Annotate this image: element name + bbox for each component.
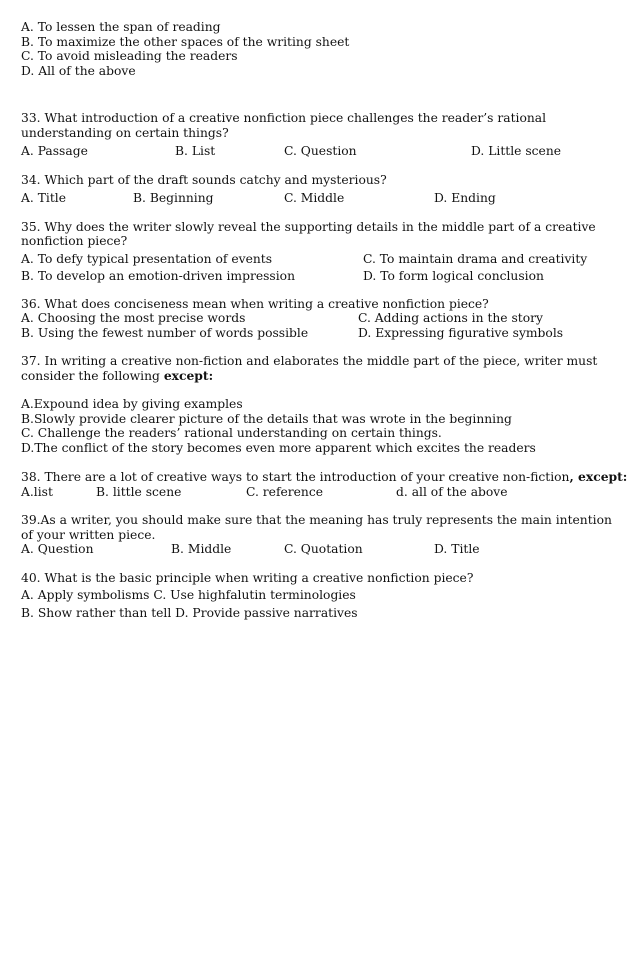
question-37 bbox=[21, 354, 621, 455]
q34-option-b: B. Beginning bbox=[133, 191, 214, 205]
q38-except-label: , except: bbox=[569, 469, 628, 484]
q36-options-row1 bbox=[21, 311, 621, 326]
q39-option-d: D. Title bbox=[434, 542, 480, 556]
q38-option-d: d. all of the above bbox=[396, 484, 508, 499]
q34-option-c: C. Middle bbox=[284, 191, 345, 205]
q39-option-a: A. Question bbox=[21, 542, 94, 556]
q36-option-c: C. Adding actions in the story bbox=[358, 311, 543, 325]
q32-options bbox=[21, 20, 621, 78]
q38-options bbox=[21, 485, 621, 500]
q37-options bbox=[21, 397, 621, 455]
question-38 bbox=[21, 469, 628, 499]
q39-stem-line2: of your written piece. bbox=[21, 527, 156, 542]
q38-stem: 38. There are a lot of creative ways to start the introduction of your creative non-fiction bbox=[21, 470, 570, 484]
question-33 bbox=[21, 111, 621, 159]
exam-page bbox=[21, 20, 628, 620]
q33-options bbox=[21, 144, 621, 159]
question-39 bbox=[21, 513, 621, 557]
q37-stem-text: consider the following bbox=[21, 368, 164, 383]
q36-options-row2 bbox=[21, 326, 621, 341]
q37-option-b: B.Slowly provide clearer picture of the details that was wrote in the beginning bbox=[21, 411, 512, 426]
q40-stem: 40. What is the basic principle when writing a creative nonfiction piece? bbox=[21, 570, 474, 585]
q36-stem: 36. What does conciseness mean when writing a creative nonfiction piece? bbox=[21, 296, 489, 311]
q33-option-c: C. Question bbox=[284, 144, 357, 158]
q32-option-c: C. To avoid misleading the readers bbox=[21, 49, 238, 63]
question-36 bbox=[21, 297, 621, 341]
q35-stem-line1: 35. Why does the writer slowly reveal the supporting details in the middle part of a creative bbox=[21, 219, 596, 234]
q38-option-a: A.list bbox=[21, 484, 53, 499]
q39-option-b: B. Middle bbox=[171, 542, 232, 556]
q37-except-label: except: bbox=[163, 367, 214, 383]
q35-options-row1 bbox=[21, 252, 621, 267]
q36-option-b: B. Using the fewest number of words possible bbox=[21, 325, 309, 340]
q36-option-d: D. Expressing figurative symbols bbox=[358, 325, 564, 340]
question-40 bbox=[21, 571, 621, 621]
q33-stem-line2: understanding on certain things? bbox=[21, 125, 229, 140]
q33-option-b: B. List bbox=[175, 144, 216, 158]
q35-option-c: C. To maintain drama and creativity bbox=[363, 251, 588, 266]
q34-options bbox=[21, 191, 621, 206]
q35-options-row2 bbox=[21, 269, 621, 284]
q33-option-d: D. Little scene bbox=[471, 144, 562, 158]
q35-option-a: A. To defy typical presentation of events bbox=[21, 251, 273, 266]
q37-option-d: D.The conflict of the story becomes even more apparent which excites the readers bbox=[21, 440, 536, 455]
question-34 bbox=[21, 173, 621, 206]
q35-option-d: D. To form logical conclusion bbox=[363, 269, 544, 283]
q35-option-b: B. To develop an emotion-driven impression bbox=[21, 269, 295, 283]
q33-option-a: A. Passage bbox=[21, 144, 88, 158]
q32-option-d: D. All of the above bbox=[21, 63, 136, 78]
q32-option-a: A. To lessen the span of reading bbox=[21, 20, 221, 34]
q40-options-line1: A. Apply symbolisms C. Use highfalutin terminologies bbox=[21, 588, 356, 602]
q34-stem: 34. Which part of the draft sounds catchy and mysterious? bbox=[21, 172, 387, 187]
q38-option-b: B. little scene bbox=[96, 484, 182, 499]
q35-stem-line2: nonfiction piece? bbox=[21, 234, 128, 248]
q34-option-d: D. Ending bbox=[434, 191, 496, 205]
q40-options-line2: B. Show rather than tell D. Provide passive narratives bbox=[21, 605, 358, 620]
question-35 bbox=[21, 220, 621, 284]
q39-option-c: C. Quotation bbox=[284, 542, 363, 556]
q38-stem-line bbox=[21, 469, 628, 485]
q32-option-b: B. To maximize the other spaces of the writing sheet bbox=[21, 34, 350, 49]
q36-option-a: A. Choosing the most precise words bbox=[21, 311, 246, 325]
q33-stem-line1: 33. What introduction of a creative nonfiction piece challenges the reader’s rational bbox=[21, 111, 547, 125]
q38-option-c: C. reference bbox=[246, 484, 324, 499]
q37-stem-line1: 37. In writing a creative non-fiction and elaborates the middle part of the piece, writer must bbox=[21, 354, 598, 368]
q37-option-a: A.Expound idea by giving examples bbox=[21, 397, 243, 411]
q37-stem-line2 bbox=[21, 369, 621, 384]
q34-option-a: A. Title bbox=[21, 191, 66, 205]
q39-stem-line1: 39.As a writer, you should make sure that the meaning has truly represents the main intention bbox=[21, 513, 612, 527]
q37-option-c: C. Challenge the readers’ rational understanding on certain things. bbox=[21, 426, 442, 440]
q39-options bbox=[21, 542, 621, 557]
